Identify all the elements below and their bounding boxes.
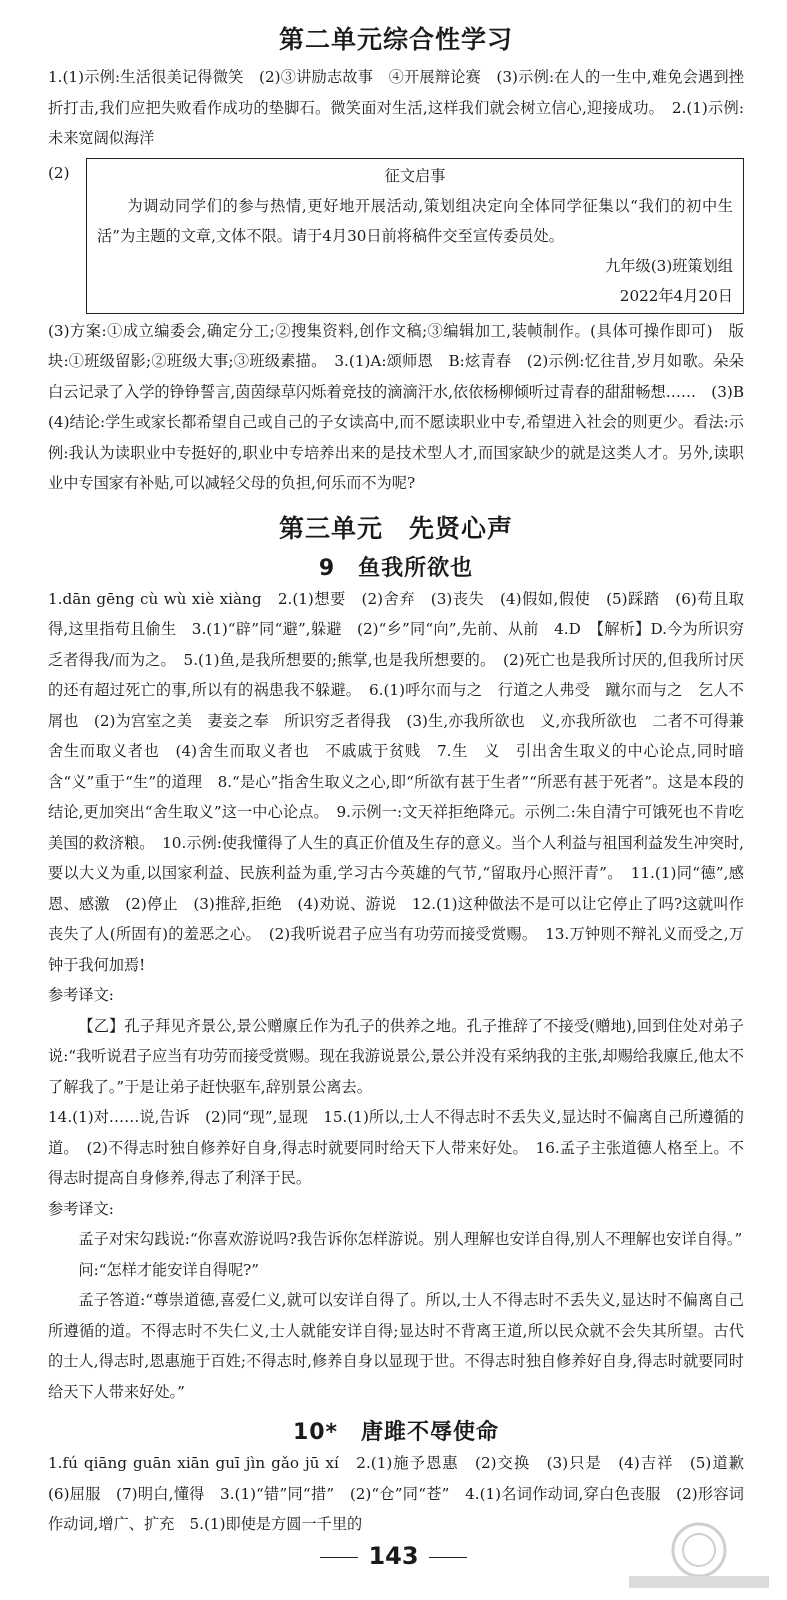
reference-translation-yi: 【乙】孔子拜见齐景公,景公赠廪丘作为孔子的供养之地。孔子推辞了不接受(赠地),回到住处对弟子说:“我听说君子应当有功劳而接受赏赐。现在我游说景公,景公并没有采纳我的主张,却赐给我廪丘,他太不了解我了。”于是让弟子赶快驱车,辞别景公离去。 (48, 1016, 744, 1096)
notice-row (48, 158, 744, 314)
answer-page (48, 14, 760, 1540)
watermark-stamp-icon (619, 1520, 779, 1592)
reference-translation-para: 孟子答道:“尊崇道德,喜爱仁义,就可以安详自得了。所以,士人不得志时不丢失义,显达时不偏离自己所遵循的道。不得志时不失仁义,士人就能安详自得;显达时不背离王道,所以民众就不会失其所望。古代的士人,得志时,恩惠施于百姓;不得志时,修养自身以显现于世。不得志时独自修养好自身,得志时就要同时给天下人带来好处。” (48, 1291, 744, 1401)
lesson-10-answers: 1.fú qiāng guān xiān guī jìn gǎo jū xí 2.(1)施予恩惠 (2)交换 (3)只是 (4)吉祥 (5)道歉 (6)屈服 (7)明白,懂得 3.(1)“错”同“措” (2)“仓”同“苍” 4.(1)名词作动词,穿白色丧服 (2)形容词作动词,增广、扩充 5.(1)即使是方圆一千里的 (48, 1454, 760, 1533)
notice-number: (2) (48, 163, 70, 182)
notice-org: 九年级(3)班策划组 (605, 256, 733, 275)
lesson-9-title: 9 鱼我所欲也 (318, 555, 474, 581)
notice-body: 为调动同学们的参与热情,更好地开展活动,策划组决定向全体同学征集以“我们的初中生活”为主题的文章,文体不限。请于4月30日前将稿件交至宣传委员处。 (97, 196, 733, 245)
lesson-9-answers: 1.dān gēng cù wù xiè xiàng 2.(1)想要 (2)舍弃 (3)丧失 (4)假如,假使 (5)踩踏 (6)苟且取得,这里指苟且偷生 3.(1)“辟”同“避”,躲避 (2)“乡”同“向”,先前、从前 4.D 【解析】D.今为所识穷乏者得我/而为之。 5.(1)鱼,是我所想要的;熊掌,也是我所想要的。 (2)死亡也是我所讨厌的,但我所讨厌的还有超过死亡的事,所以有的祸患我不躲避。 6.(1)呼尔而与之 行道之人弗受 蹴尔而与之 乞人不屑也 (2)为宫室之美 妻妾之奉 所识穷乏者得我 (3)生,亦我所欲也 义,亦我所欲也 二者不可得兼 舍生而取义者也 (4)舍生而取义者也 不戚戚于贫贱 7.生 义 引出舍生取义的中心论点,同时暗含“义”重于“生”的道理 8.“是心”指舍生取义之心,即“所欲有甚于生者”“所恶有甚于死者”。这是本段的结论,更加突出“舍生取义”这一中心论点。 9.示例一:文天祥拒绝降元。示例二:朱自清宁可饿死也不肯吃美国的救济粮。 10.示例:使我懂得了人生的真正价值及生存的意义。当个人利益与祖国利益发生冲突时,要以大义为重,以国家利益、民族利益为重,学习古今英雄的气节,“留取丹心照汗青”。 11.(1)同“德”,感恩、感激 (2)停止 (3)推辞,拒绝 (4)劝说、游说 12.(1)这种做法不是可以让它停止了吗?这就叫作丧失了人(所固有)的羞恶之心。 (2)我听说君子应当有功劳而接受赏赐。 13.万钟则不辩礼义而受之,万钟于我何加焉! (48, 589, 760, 974)
reference-translation-label: 参考译文: (48, 1199, 114, 1218)
unit2-answer-3: (3)方案:①成立编委会,确定分工;②搜集资料,创作文稿;③编辑加工,装帧制作。(具体可操作即可) 版块:①班级留影;②班级大事;③班级素描。 3.(1)A:颂师恩 B:炫青春 (2)示例:忆往昔,岁月如歌。朵朵白云记录了入学的铮铮誓言,茵茵绿草闪烁着竞技的滴滴汗水,依依杨柳倾听过青春的甜甜畅想…… (3)B (4)结论:学生或家长都希望自己或自己的子女读高中,而不愿读职业中专,希望进入社会的则更少。看法:示例:我认为读职业中专挺好的,职业中专培养出来的是技术型人才,而国家缺少的就是这类人才。另外,读职业中专国家有补贴,可以减轻父母的负担,何乐而不为呢? (48, 321, 760, 492)
lesson-9-answers-14-16: 14.(1)对……说,告诉 (2)同“现”,显现 15.(1)所以,士人不得志时不丢失义,显达时不偏离自己所遵循的道。 (2)不得志时独自修养好自身,得志时就要同时给天下人带来好处。 16.孟子主张道德人格至上。不得志时提高自身修养,得志了利泽于民。 (48, 1108, 744, 1187)
footer-dash-left (320, 1557, 358, 1558)
page-number: 143 (368, 1542, 419, 1570)
reference-translation-para: 问:“怎样才能安详自得呢?” (78, 1260, 260, 1279)
essay-notice-box (86, 158, 744, 314)
unit2-answer-1-2: 1.(1)示例:生活很美记得微笑 (2)③讲励志故事 ④开展辩论赛 (3)示例:在人的一生中,难免会遇到挫折打击,我们应把失败看作成功的垫脚石。微笑面对生活,这样我们就会树立信心,迎接成功。 2.(1)示例:未来宽阔似海洋 (48, 68, 744, 147)
notice-title: 征文启事 (384, 166, 446, 185)
section-title-unit2-integrated: 第二单元综合性学习 (278, 25, 513, 54)
reference-translation-label: 参考译文: (48, 986, 114, 1004)
footer-dash-right (429, 1557, 467, 1558)
notice-date: 2022年4月20日 (619, 286, 733, 305)
section-title-unit3: 第三单元 先贤心声 (278, 513, 513, 543)
lesson-10-title: 10* 唐雎不辱使命 (292, 1420, 500, 1445)
reference-translation-para: 孟子对宋勾践说:“你喜欢游说吗?我告诉你怎样游说。别人理解也安详自得,别人不理解也安详自得。” (78, 1230, 743, 1248)
